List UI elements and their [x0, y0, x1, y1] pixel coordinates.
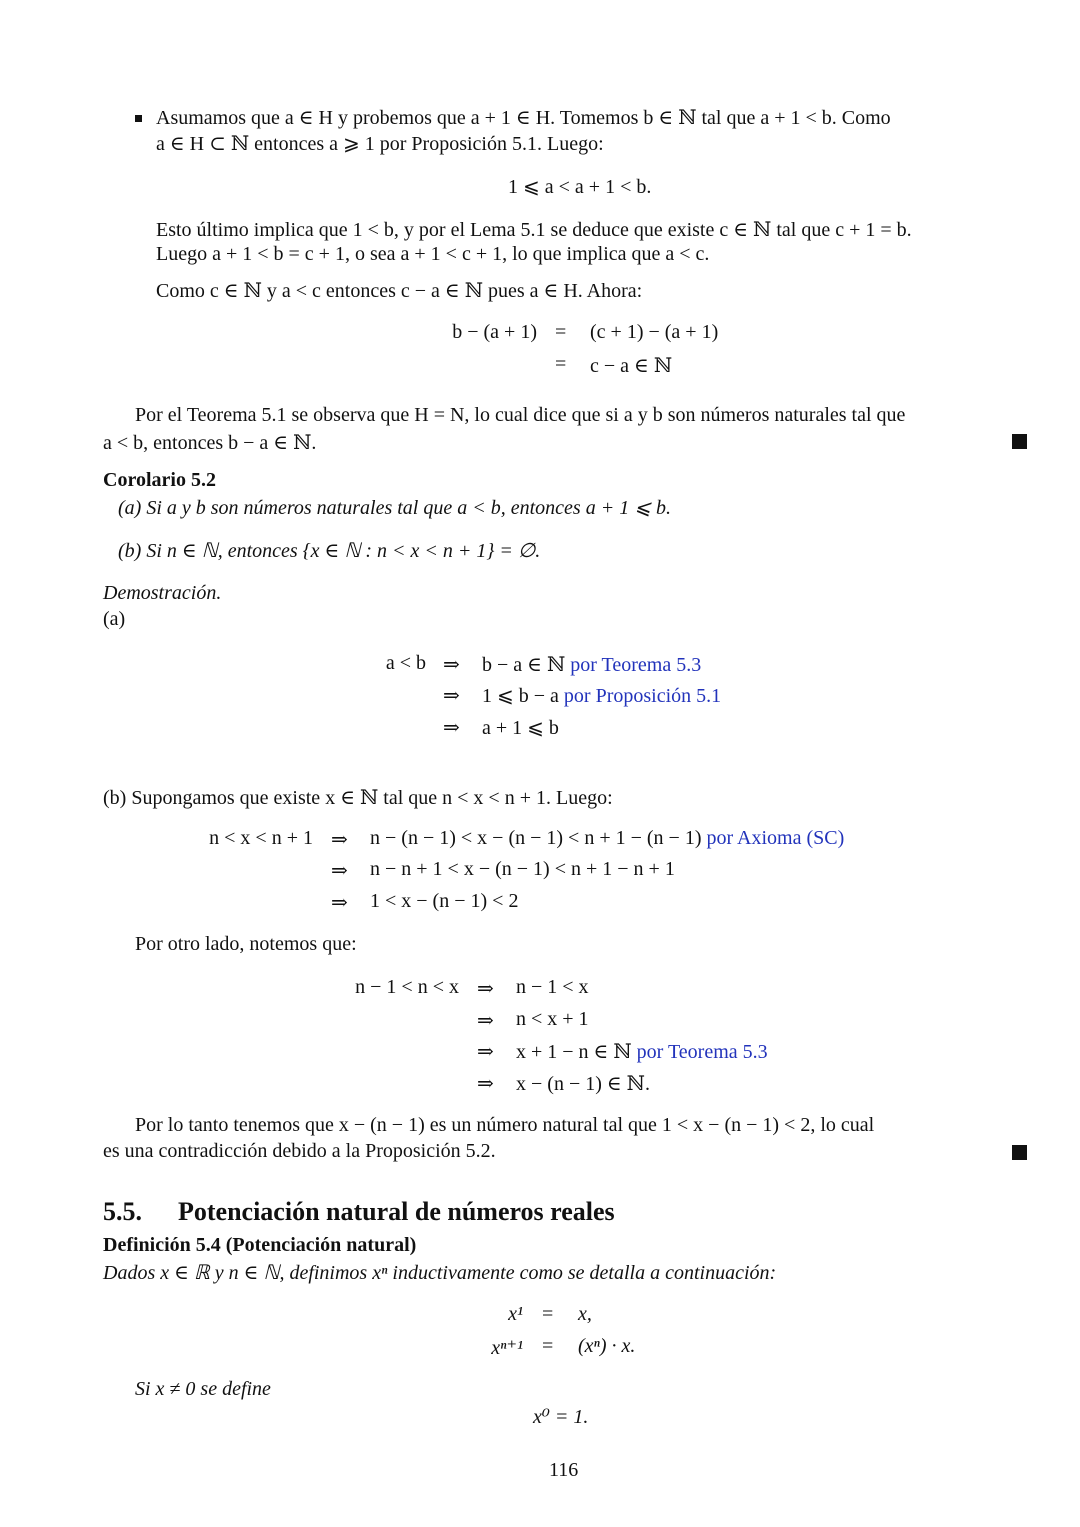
paragraph-line: Esto último implica que 1 < b, y por el Lema 5.1 se deduce que existe c ∈ ℕ tal que c + 1 = b. [156, 219, 912, 241]
paragraph-line: Por el Teorema 5.1 se observa que H = N, lo cual dice que si a y b son números naturales tal que [135, 404, 906, 426]
page-number: 116 [549, 1459, 579, 1481]
implication-arrow: ⇒ [477, 1010, 494, 1032]
corolario-title: Corolario 5.2 [103, 469, 216, 491]
reference-link[interactable]: por Axioma (SC) [706, 827, 845, 849]
step-expr: b − a ∈ ℕ [482, 654, 566, 676]
implication-step: n < x + 1 [516, 1008, 589, 1030]
implication-step: 1 < x − (n − 1) < 2 [370, 890, 519, 912]
definicion-title: Definición 5.4 (Potenciación natural) [103, 1234, 417, 1256]
equation-lhs: xⁿ⁺¹ [491, 1337, 523, 1359]
paragraph-line: a ∈ H ⊂ ℕ entonces a ⩾ 1 por Proposición 5.1. Luego: [156, 133, 604, 155]
paragraph-line: es una contradicción debido a la Proposición 5.2. [103, 1140, 496, 1162]
implication-arrow: ⇒ [477, 1073, 494, 1095]
implication-step [370, 827, 844, 850]
equation-rhs: (c + 1) − (a + 1) [590, 321, 719, 343]
implication-step: x − (n − 1) ∈ ℕ. [516, 1073, 650, 1095]
display-equation: 1 ⩽ a < a + 1 < b. [508, 176, 652, 198]
implication-step [516, 1039, 768, 1064]
equation-lhs: b − (a + 1) [452, 321, 537, 343]
corolario-item-b: (b) Si n ∈ ℕ, entonces {x ∈ ℕ : n < x < n + 1} = ∅. [118, 540, 541, 562]
step-expr: 1 ⩽ b − a [482, 685, 559, 707]
implication-step: n − n + 1 < x − (n − 1) < n + 1 − n + 1 [370, 858, 675, 880]
paragraph-line: Por lo tanto tenemos que x − (n − 1) es un número natural tal que 1 < x − (n − 1) < 2, lo cual [135, 1114, 875, 1136]
implication-step [482, 683, 721, 708]
implication-arrow: ⇒ [443, 717, 460, 739]
implication-arrow: ⇒ [331, 829, 348, 851]
paragraph-line: a < b, entonces b − a ∈ ℕ. [103, 432, 317, 454]
implication-lhs: n − 1 < n < x [355, 976, 459, 998]
equation-rhs: (xⁿ) · x. [578, 1335, 636, 1357]
equation-equals: = [555, 321, 567, 343]
paragraph-line: Si x ≠ 0 se define [135, 1378, 271, 1400]
qed-square [1012, 1145, 1027, 1160]
paragraph-line: Por otro lado, notemos que: [135, 933, 357, 955]
implication-arrow: ⇒ [331, 892, 348, 914]
equation-lhs: x¹ [508, 1303, 523, 1325]
paragraph-line: (b) Supongamos que existe x ∈ ℕ tal que n < x < n + 1. Luego: [103, 787, 613, 809]
part-label: (a) [103, 608, 126, 630]
corolario-item-a: (a) Si a y b son números naturales tal que a < b, entonces a + 1 ⩽ b. [118, 497, 671, 519]
implication-arrow: ⇒ [331, 860, 348, 882]
definicion-intro: Dados x ∈ ℝ y n ∈ ℕ, definimos xⁿ inductivamente como se detalla a continuación: [103, 1262, 777, 1284]
implication-arrow: ⇒ [477, 978, 494, 1000]
step-expr: x + 1 − n ∈ ℕ [516, 1041, 632, 1063]
implication-arrow: ⇒ [443, 654, 460, 676]
qed-square [1012, 434, 1027, 449]
paragraph-line: Luego a + 1 < b = c + 1, o sea a + 1 < c + 1, lo que implica que a < c. [156, 243, 710, 265]
implication-lhs: a < b [385, 652, 426, 674]
paragraph-line: Asumamos que a ∈ H y probemos que a + 1 ∈ H. Tomemos b ∈ ℕ tal que a + 1 < b. Como [156, 107, 891, 129]
reference-link[interactable]: por Teorema 5.3 [570, 654, 702, 676]
implication-step: a + 1 ⩽ b [482, 717, 559, 739]
section-number: 5.5. [103, 1197, 142, 1226]
bullet-marker [135, 115, 142, 122]
equation-rhs: c − a ∈ ℕ [590, 355, 673, 377]
implication-lhs: n < x < n + 1 [209, 827, 313, 849]
section-title: Potenciación natural de números reales [178, 1197, 615, 1226]
step-expr: n − (n − 1) < x − (n − 1) < n + 1 − (n − 1) [370, 827, 702, 849]
equation-equals: = [542, 1335, 554, 1357]
equation-equals: = [555, 353, 567, 375]
implication-step [482, 652, 701, 677]
paragraph-line: Como c ∈ ℕ y a < c entonces c − a ∈ ℕ pues a ∈ H. Ahora: [156, 280, 643, 302]
implication-step: n − 1 < x [516, 976, 589, 998]
demostracion-label: Demostración. [103, 582, 222, 604]
equation-rhs: x, [578, 1303, 592, 1325]
implication-arrow: ⇒ [443, 685, 460, 707]
equation-equals: = [542, 1303, 554, 1325]
implication-arrow: ⇒ [477, 1041, 494, 1063]
reference-link[interactable]: por Proposición 5.1 [563, 685, 722, 707]
display-equation: x⁰ = 1. [533, 1406, 589, 1428]
reference-link[interactable]: por Teorema 5.3 [636, 1041, 768, 1063]
